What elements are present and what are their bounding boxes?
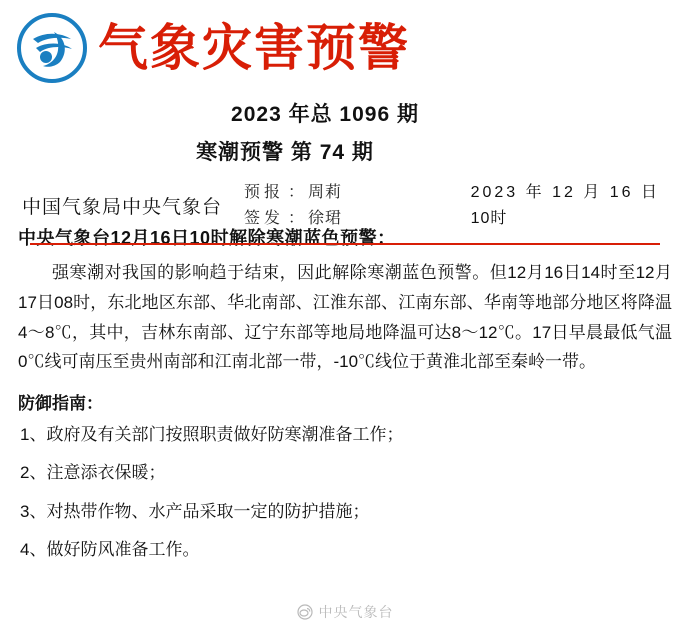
cma-logo-icon bbox=[16, 12, 88, 84]
list-item: 4、做好防风准备工作。 bbox=[20, 540, 200, 560]
forecaster-row bbox=[244, 180, 342, 206]
issue-datetime bbox=[471, 180, 668, 231]
signer-name: 徐珺 bbox=[308, 210, 343, 228]
signer-separator: ： bbox=[288, 210, 305, 228]
bulletin-header bbox=[0, 0, 690, 228]
issue-time: 10时 bbox=[470, 209, 508, 227]
weibo-icon bbox=[297, 604, 313, 620]
list-item: 2、注意添衣保暖； bbox=[20, 463, 166, 483]
forecaster-separator: ： bbox=[288, 184, 305, 201]
watermark-text: 中央气象台 bbox=[318, 604, 394, 620]
signature-block bbox=[244, 180, 342, 233]
title-row bbox=[16, 8, 674, 88]
guide-title: 防御指南： bbox=[18, 394, 103, 413]
watermark bbox=[0, 602, 690, 622]
list-item: 3、对热带作物、水产品采取一定的防护措施； bbox=[20, 501, 370, 521]
main-paragraph: 强寒潮对我国的影响趋于结束，因此解除寒潮蓝色预警。但12月16日14时至12月17日08时，东北地区东部、华北南部、江淮东部、江南东部、华南等地部分地区将降温4～8℃，其中，吉林东南部、辽宁东部等地局地降温可达8～12℃。17日早晨最低气温0℃线可南压至贵州南部和江南北部一带，-10℃线位于黄淮北部至秦岭一带。 bbox=[18, 263, 672, 372]
meta-row bbox=[16, 180, 674, 233]
warning-number: 寒潮预警 第 74 期 bbox=[196, 141, 374, 164]
issue-number: 2023 年总 1096 期 bbox=[231, 103, 419, 126]
issuing-agency: 中国气象局中央气象台 bbox=[22, 197, 223, 218]
header-divider bbox=[30, 243, 660, 245]
page-title: 气象灾害预警 bbox=[98, 19, 410, 77]
issue-date: 2023 年 12 月 16 日 bbox=[470, 184, 660, 201]
signer-label: 签发 bbox=[244, 210, 285, 228]
forecaster-label: 预报 bbox=[244, 184, 285, 201]
list-item: 1、政府及有关部门按照职责做好防寒潮准备工作； bbox=[20, 425, 404, 444]
bulletin-content bbox=[0, 212, 690, 563]
signer-row bbox=[244, 206, 342, 232]
section-title: 中央气象台12月16日10时解除寒潮蓝色预警： bbox=[18, 228, 396, 248]
forecaster-name: 周莉 bbox=[308, 184, 343, 201]
